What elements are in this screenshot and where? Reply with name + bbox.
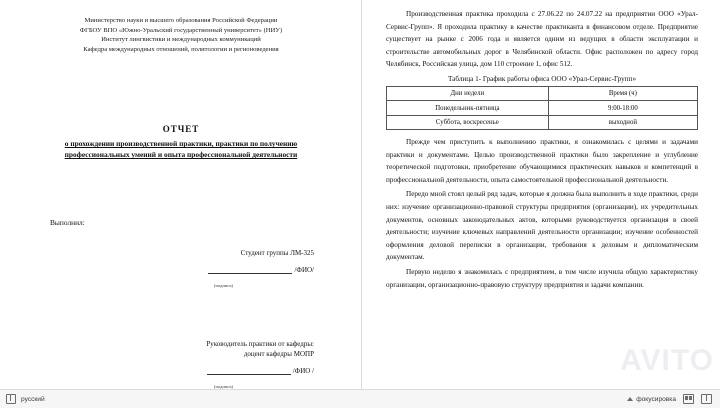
supervisor-role: доцент кафедры МОПР <box>243 350 314 359</box>
focus-mode-button[interactable] <box>627 396 676 403</box>
header-line-2: ФГБОУ ВПО «Южно-Уральский государственный университет» (НИУ) <box>79 26 283 34</box>
supervisor-fio: /ФИО / <box>292 367 314 376</box>
table-row <box>387 115 698 129</box>
table-row <box>387 101 698 115</box>
student-signature-caption-wrap <box>28 274 314 292</box>
signature-rule <box>207 366 291 375</box>
view-read-icon[interactable] <box>701 394 712 404</box>
table-cell: Суббота, воскресенье <box>387 115 549 129</box>
language-icon <box>6 394 16 404</box>
schedule-table <box>386 86 698 130</box>
view-grid-icon[interactable] <box>683 394 694 404</box>
header-line-4: Кафедра международных отношений, политологии и регионоведения <box>83 45 279 53</box>
page-title: ОТЧЕТ <box>162 124 200 135</box>
table-header-cell: Время (ч) <box>548 86 697 100</box>
body-paragraph: Прежде чем приступить к выполнению практики, я ознакомилась с целями и задачами практики и документами. Целью производственной практики было закрепление и углубление теоретической подготовки, приобретение обучающимися практических навыков и компетенций в профессиональной деятельности, опыта самостоятельной профессиональной деятельности. <box>386 138 698 184</box>
document-page-right[interactable] <box>362 0 720 390</box>
header-line-1: Министерство науки и высшего образования Российской Федерации <box>84 17 278 24</box>
language-label[interactable]: русский <box>21 395 45 403</box>
header-line-3: Институт лингвистики и международных коммуникаций <box>101 36 261 44</box>
institution-header <box>28 16 334 54</box>
student-fio: /ФИО/ <box>294 266 314 275</box>
table-cell: 9:00-18:00 <box>548 101 697 115</box>
status-bar-left[interactable] <box>0 394 45 404</box>
body-paragraph: Производственная практика проходила с 27.06.22 по 24.07.22 на предприятии ООО «Урал-Сервис-Групп». Я проходила практику в качестве практиканта в финансовом отделе. Предприятие существует на рынке с 2006 года и является одним из ведущих в области эксплуатации и строительстве автомобильных дорог в Челябинской области. Офис расположен по адресу город Челябинск, Российская улица, дом 110 строение 1, офис 512. <box>386 10 698 69</box>
status-bar[interactable] <box>0 389 720 408</box>
supervisor-signature-block <box>28 340 334 390</box>
body-paragraph: Передо мной стоял целый ряд задач, которые я должна была выполнить в ходе практики, среди них: изучение организационно-правовой структуры предприятия (организации), их учредительных документов, основных законодательных актов, которыми руководствуется организация в своей деятельности; изучение ключевых направлений деятельности организации; изучение особенностей оформления деловой переписки в организации, требования к деловым и дипломатическим документам. <box>386 190 698 262</box>
student-signature-row <box>28 265 314 274</box>
supervisor-signature-row <box>28 366 314 375</box>
focus-icon <box>627 397 633 401</box>
supervisor-signature-caption-wrap <box>28 375 314 390</box>
table-row <box>387 86 698 100</box>
focus-label: фокусировка <box>636 395 676 403</box>
title-block <box>28 124 334 160</box>
student-signature-caption: (подпись) <box>214 283 234 289</box>
student-signature-block <box>28 249 334 292</box>
page-subtitle: о прохождении производственной практики, практики по получению профессиональных умений и опыта профессиональной деятельности <box>64 139 298 160</box>
body-paragraph: Первую неделю я знакомилась с предприятием, в том числе изучила общую характеристику организации, организационно-правовую структуру предприятия и задачи компании. <box>386 268 698 289</box>
performed-by-label: Выполнил: <box>50 218 85 228</box>
supervisor-signature-caption: (подпись) <box>214 384 234 390</box>
table-header-cell: Дни недели <box>387 86 549 100</box>
table-cell: выходной <box>548 115 697 129</box>
supervisor-line: Руководитель практики от кафедры: <box>206 340 314 349</box>
table-cell: Понедельник-пятница <box>387 101 549 115</box>
table-caption: Таблица 1- График работы офиса ООО «Урал-Сервис-Групп» <box>447 74 637 83</box>
status-bar-right[interactable] <box>627 394 720 404</box>
signature-rule <box>208 265 292 274</box>
document-page-left[interactable] <box>0 0 362 390</box>
student-group-line: Студент группы ЛМ-325 <box>240 249 314 258</box>
